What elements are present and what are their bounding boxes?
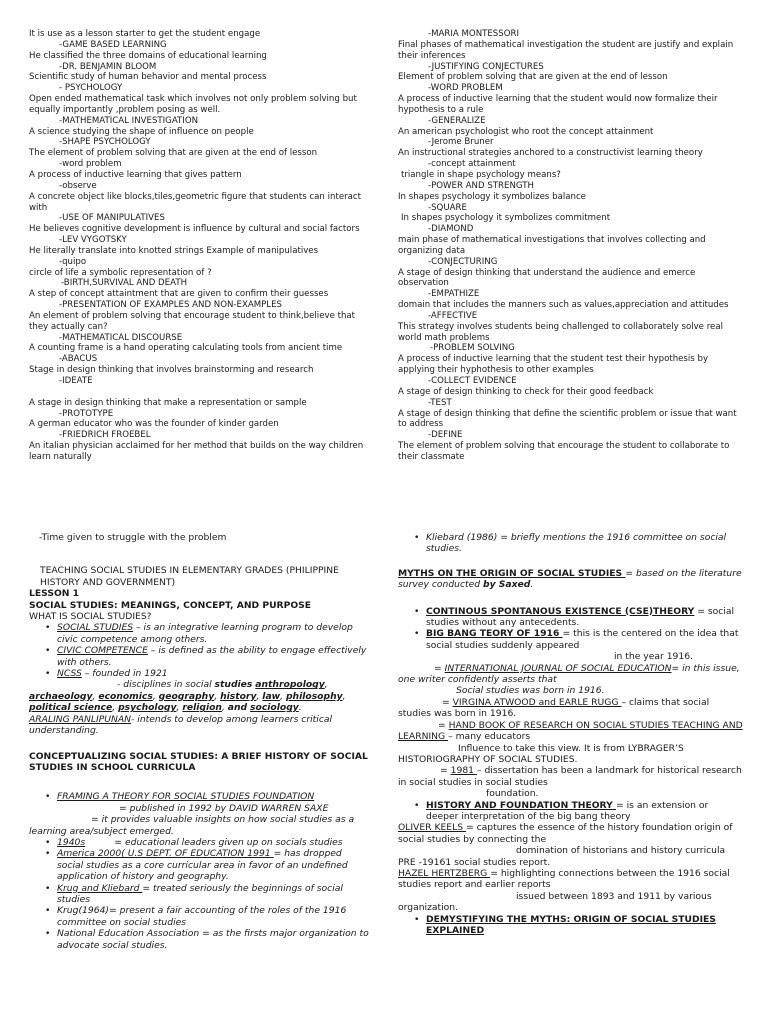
bigbang-text: = this is the centered on the idea that social studies suddenly appeared <box>426 628 739 651</box>
qa-question: main phase of mathematical investigations that involves collecting and organizing data <box>398 235 706 256</box>
qa-question: A counting frame is a hand operating calculating tools from ancient time <box>29 343 343 354</box>
history-term: America 2000( U.S DEPT. OF EDUCATION 1991 <box>57 848 274 860</box>
qa-answer: -PRESENTATION OF EXAMPLES AND NON-EXAMPLES <box>59 300 282 311</box>
framing-list <box>29 791 369 802</box>
qa-answer: -DIAMOND <box>428 224 474 235</box>
myths-saxe: by Saxed <box>483 579 531 591</box>
myths-paragraph <box>398 568 743 591</box>
list-item <box>398 628 743 651</box>
list-item <box>398 532 743 555</box>
qa-answer: -CONJECTURING <box>428 256 498 267</box>
blank-line <box>29 773 369 791</box>
qa-question: In shapes psychology it symbolizes commitment <box>401 213 611 224</box>
qa-answer: -EMPATHIZE <box>428 289 480 300</box>
qa-answer: -word problem <box>59 159 122 170</box>
qa-answer: -LEV VYGOTSKY <box>59 235 127 246</box>
myths-period: . <box>530 579 534 591</box>
qa-answer: -PROTOTYPE <box>59 408 114 419</box>
definition-list <box>29 622 369 679</box>
qa-question: Element of problem solving that are given at the end of lesson <box>398 72 668 83</box>
hb-eq: = <box>438 719 449 731</box>
qa-answer: -POWER AND STRENGTH <box>428 180 534 191</box>
qa-question: A stage of design thinking that understand the audience and emerce observation <box>398 267 696 289</box>
demyst-list <box>398 914 743 937</box>
blank-line <box>398 555 743 568</box>
hb-term: HAND BOOK OF RESEARCH ON SOCIAL STUDIES TEACHING AND LEARNING <box>398 719 743 743</box>
qa-answer: -COLLECT EVIDENCE <box>428 376 517 386</box>
hb-text: – many educators <box>448 731 531 743</box>
list-item <box>29 928 369 951</box>
notes-column-right <box>398 532 743 936</box>
definition-text: – is defined as the ability to engage effectively with others. <box>57 645 367 668</box>
cse-text: = social studies without any antecedents. <box>426 605 735 629</box>
va-paragraph <box>398 697 743 720</box>
qa-column-right <box>398 29 743 463</box>
theory-list <box>398 606 743 652</box>
qa-question: A process of inductive learning that the student test their hypothesis by applying their hyphothesis to other examples <box>398 354 709 376</box>
y1981-eq: = <box>440 765 451 777</box>
discipline-term: law <box>262 690 281 702</box>
ok-paragraph <box>398 822 743 845</box>
araling-text: - intends to develop among learners critical understanding. <box>29 713 333 737</box>
list-item <box>398 800 743 823</box>
qa-answer: -USE OF MANIPULATIVES <box>59 213 165 224</box>
qa-question: A process of inductive learning that gives pattern <box>29 169 242 180</box>
qa-question: A process of inductive learning that the student would now formalize their hypothesis to a rule <box>398 94 718 115</box>
qa-question: He literally translate into knotted strings Example of manipulatives <box>29 245 319 256</box>
qa-answer: -PROBLEM SOLVING <box>430 343 515 354</box>
framing-published: = published in 1992 by DAVID WARREN SAXE <box>119 802 329 814</box>
discipline-term: religion <box>182 702 222 714</box>
qa-answer: -GAME BASED LEARNING <box>59 39 167 50</box>
course-title: TEACHING SOCIAL STUDIES IN ELEMENTARY GRADES (PHILIPPINE HISTORY AND GOVERNMENT) <box>40 565 339 588</box>
y1981-text: – dissertation has been a landmark for historical research in social studies in social studies <box>398 765 742 788</box>
ij-eq: = <box>434 662 445 674</box>
qa-answer: -ABACUS <box>59 354 98 365</box>
lesson-heading: SOCIAL STUDIES: MEANINGS, CONCEPT, AND PURPOSE <box>29 599 312 611</box>
qa-question: domain that includes the manners such as values,appreciation and attitudes <box>398 300 729 311</box>
y1981-term: 1981 <box>450 765 477 777</box>
influence-paragraph: Influence to take this view. It is from LYBRAGER’S HISTORIOGRAPHY OF SOCIAL STUDIES. <box>398 742 684 765</box>
discipline-term: geography <box>158 690 215 702</box>
qa-question: The element of problem solving that encourage the student to collaborate to their classmate <box>398 441 730 462</box>
myths-text: = based on the literature survey conducted <box>398 567 742 591</box>
pre1916-line: PRE -19161 social studies report. <box>398 856 551 868</box>
qa-answer: -MARIA MONTESSORI <box>428 29 519 39</box>
qa-answer: -FRIEDRICH FROEBEL <box>59 430 151 441</box>
list-item <box>398 606 743 629</box>
hh-text: = highlighting connections between the 1916 social studies report and earlier reports <box>398 867 730 891</box>
qa-answer: -BIRTH,SURVIVAL AND DEATH <box>61 278 188 289</box>
history-text: National Education Association = as the firsts major organization to advocate social studies. <box>57 928 369 951</box>
list-item <box>29 622 369 645</box>
qa-answer: -MATHEMATICAL INVESTIGATION <box>59 115 199 126</box>
list-item <box>29 837 369 848</box>
y1981-paragraph <box>398 765 743 788</box>
qa-answer: -MATHEMATICAL DISCOURSE <box>59 332 183 343</box>
qa-answer: -AFFECTIVE <box>428 310 478 321</box>
qa-answer: - PSYCHOLOGY <box>59 83 123 94</box>
issued-line: issued between 1893 and 1911 by various <box>516 890 712 902</box>
definition-term: CIVIC COMPETENCE <box>57 645 148 657</box>
myths-heading: MYTHS ON THE ORIGIN OF SOCIAL STUDIES <box>398 567 626 579</box>
history-text: = has dropped social studies as a core curricular area in favor of an undefined application of history and geography. <box>57 848 348 883</box>
notes-column-left <box>29 532 369 951</box>
list-item <box>29 645 369 668</box>
va-term: VIRGINA ATWOOD and EARLE RUGG <box>452 696 622 708</box>
disciplines-paragraph: - disciplines in social studies anthropology, archaeology, economics, geography, history, law, philosophy, political science, psychology, religion, and sociology. <box>29 679 346 714</box>
qa-answer: -TEST <box>428 397 452 408</box>
disciplines-prefix: - disciplines in social <box>117 679 215 691</box>
ij-born: Social studies was born in 1916. <box>456 685 605 697</box>
ij-paragraph <box>398 663 743 686</box>
hh-paragraph <box>398 868 743 891</box>
blank-line <box>398 591 743 606</box>
discipline-term: political science <box>29 702 113 714</box>
araling-term: ARALING PANLIPUNAN <box>29 713 132 725</box>
framing-term: FRAMING A THEORY FOR SOCIAL STUDIES FOUNDATION <box>57 791 315 803</box>
cse-term: CONTINOUS SPONTANOUS EXISTENCE (CSE)THEORY <box>426 605 695 617</box>
discipline-term: sociology <box>250 702 299 714</box>
blank-line <box>29 737 369 751</box>
definition-text: – founded in 1921 <box>81 668 168 680</box>
ij-text: = in this issue, one writer confidently asserts that <box>398 662 740 686</box>
disciplines-studies: studies <box>214 679 253 691</box>
blank-line <box>29 543 369 565</box>
kliebard-text: Kliebard (1986) = briefly mentions the 1916 committee on social studies. <box>426 532 727 555</box>
history-term: 1940s <box>57 836 86 848</box>
qa-question: Open ended mathematical task which involves not only problem solving but equally importantly ,problem posing as well. <box>29 94 357 115</box>
qa-question: A concrete object like blocks,tiles,geometric figure that students can interact with <box>29 191 361 213</box>
qa-answer: -IDEATE <box>59 376 93 386</box>
hh-term: HAZEL HERTZBERG <box>398 867 491 879</box>
qa-answer: -SQUARE <box>428 202 467 213</box>
hft-text: = is an extension or deeper interpretation of the big bang theory <box>426 799 709 822</box>
struggle-line: -Time given to struggle with the problem <box>39 532 227 543</box>
concept-heading: CONCEPTUALIZING SOCIAL STUDIES: A BRIEF HISTORY OF SOCIAL STUDIES IN SCHOOL CURRICULA <box>29 750 368 773</box>
definition-text: – is an integrative learning program to develop civic competence among others. <box>57 622 353 645</box>
ok-term: OLIVER KEELS <box>398 822 466 834</box>
qa-question: An italian physician acclaimed for her method that builds on the way children learn naturally <box>29 441 364 462</box>
qa-question: A german educator who was the founder of kinder garden <box>29 419 279 430</box>
discipline-term: economics <box>98 690 153 702</box>
discipline-term: philosophy <box>285 690 343 702</box>
blank-line <box>29 387 369 398</box>
discipline-term: anthropology <box>255 679 325 691</box>
qa-question: Stage in design thinking that involves brainstorming and research <box>29 365 314 376</box>
demyst-term: DEMYSTIFYING THE MYTHS: ORIGIN OF SOCIAL STUDIES EXPLAINED <box>426 913 716 936</box>
discipline-term: psychology <box>118 702 177 714</box>
qa-question: A stage in design thinking that make a representation or sample <box>29 397 307 408</box>
ij-term: INTERNATIONAL JOURNAL OF SOCIAL EDUCATION <box>444 662 672 674</box>
qa-answer: -SHAPE PSYCHOLOGY <box>59 137 151 148</box>
qa-question: triangle in shape psychology means? <box>401 169 561 180</box>
qa-question: Scientific study of human behavior and mental process <box>29 72 267 83</box>
definition-term: NCSS <box>57 668 82 680</box>
qa-answer: -observe <box>59 180 97 191</box>
qa-question: He classified the three domains of educational learning <box>29 50 267 61</box>
va-text: – claims that social studies was born in 1916. <box>398 696 710 720</box>
history-term: Krug and Kliebard <box>57 882 143 894</box>
hb-paragraph <box>398 720 743 743</box>
qa-answer: -concept attainment <box>428 159 516 170</box>
list-item <box>29 668 369 679</box>
history-list <box>29 837 369 951</box>
qa-answer: -WORD PROBLEM <box>428 83 503 94</box>
qa-question: A stage of design thinking to check for their good feedback <box>398 386 654 397</box>
qa-question: It is use as a lesson starter to get the student engage <box>29 29 261 39</box>
qa-question: An instructional strategies anchored to a constructivist learning theory <box>398 148 703 159</box>
history-text: = educational leaders given up on socials studies <box>85 836 343 848</box>
qa-answer: -DR. BENJAMIN BLOOM <box>59 61 157 72</box>
kliebard-list <box>398 532 743 555</box>
qa-answer: -JUSTIFYING CONJECTURES <box>428 61 544 72</box>
hft-term: HISTORY AND FOUNDATION THEORY <box>426 799 616 811</box>
qa-answer: -Jerome Bruner <box>428 137 494 148</box>
lesson-label: LESSON 1 <box>29 588 80 600</box>
foundation-line: foundation. <box>486 788 539 800</box>
discipline-term: archaeology <box>29 690 93 702</box>
qa-question: He believes cognitive development is influence by cultural and social factors <box>29 224 360 235</box>
ok-text: = captures the essence of the history foundation origin of social studies by connecting the <box>398 822 733 845</box>
qa-question: This strategy involves students being challenged to collaborately solve real world math problems <box>398 321 723 343</box>
qa-column-left <box>29 29 369 463</box>
qa-question: The element of problem solving that are given at the end of lesson <box>29 148 318 159</box>
qa-answer: -GENERALIZE <box>428 115 486 126</box>
list-item <box>29 848 369 882</box>
list-item <box>29 905 369 928</box>
va-eq: = <box>442 696 453 708</box>
history-text: = treated seriously the beginnings of social studies <box>57 882 343 905</box>
qa-question: An element of problem solving that encourage student to think,believe that they actually can? <box>29 310 356 332</box>
qa-question: Final phases of mathematical investigation the student are justify and explain their inferences <box>398 39 734 61</box>
what-is-heading: WHAT IS SOCIAL STUDIES? <box>29 611 152 623</box>
qa-answer: -DEFINE <box>428 430 463 441</box>
qa-question: An american psychologist who root the concept attainment <box>398 126 654 137</box>
araling-paragraph <box>29 714 369 737</box>
history-text: Krug(1964)= present a fair accounting of the roles of the 1916 committee on social studies <box>57 905 347 928</box>
list-item <box>29 883 369 906</box>
qa-answer: -quipo <box>59 256 87 267</box>
qa-question: In shapes psychology it symbolizes balance <box>398 191 586 202</box>
list-item <box>29 791 369 802</box>
definition-term: SOCIAL STUDIES <box>57 622 134 634</box>
list-item <box>398 914 743 937</box>
bigbang-year: in the year 1916. <box>614 651 694 663</box>
discipline-term: history <box>220 690 257 702</box>
organization-line: organization. <box>398 902 459 914</box>
bigbang-term: BIG BANG TEORY OF 1916 <box>426 628 563 640</box>
qa-question: A science studying the shape of influence on people <box>29 126 254 137</box>
disciplines-and: and <box>227 702 248 714</box>
domination-line: domination of historians and history curricula <box>516 845 726 857</box>
qa-question: A step of concept attaintment that are given to confirm their guesses <box>29 289 329 300</box>
hft-list <box>398 800 743 823</box>
framing-insight: = it provides valuable insights on how social studies as a learning area/subject emerged. <box>29 814 355 837</box>
qa-question: A stage of design thinking that define the scientific problem or issue that want to address <box>398 408 737 430</box>
qa-question: circle of life a symbolic representation of ? <box>29 267 212 278</box>
